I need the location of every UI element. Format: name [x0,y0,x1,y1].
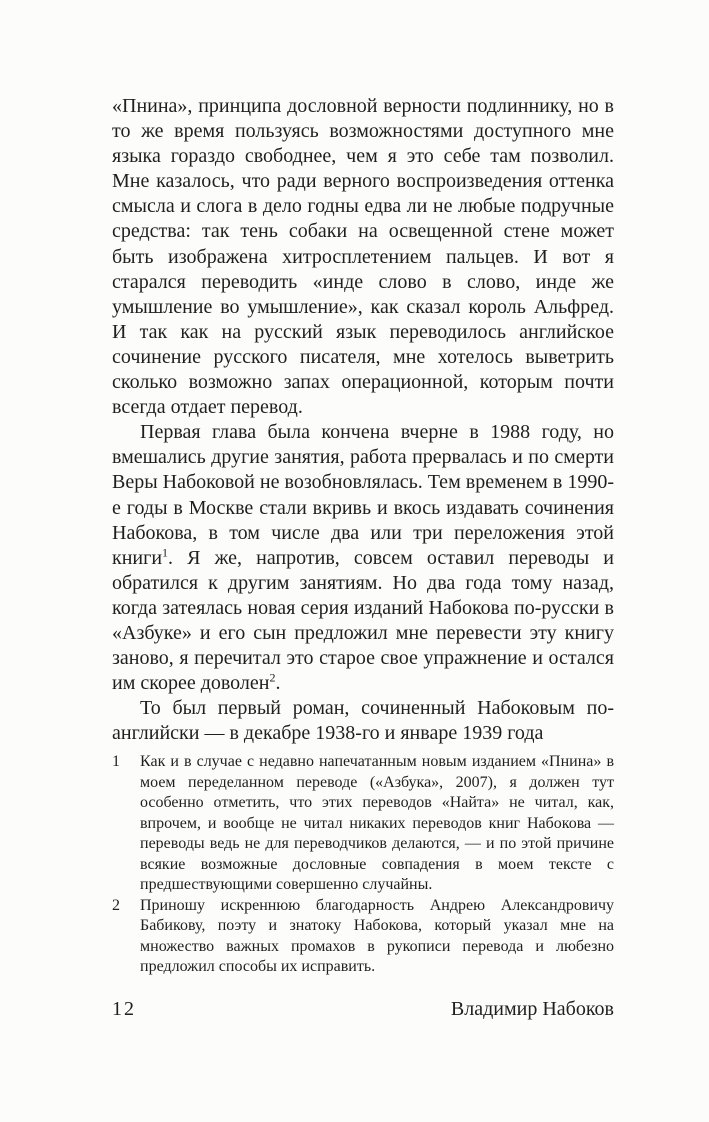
footnote-ref-2: 2 [269,670,276,685]
paragraph-2-part-c: . [275,672,281,695]
footnote-text: Приношу искреннюю благодарность Андрею Александровичу Бабикову, поэту и знатоку Набокова, который указал мне на множество важных промахов в рукописи перевода и любезно предложил способы их исправить. [140,896,614,975]
paragraph-1: «Пнина», принципа дословной верности подлиннику, но в то же время пользуясь возможностями доступного мне языка гораздо свободнее, чем я это себе там позволил. Мне казалось, что ради верного воспроизведения оттенка смысла и слога в дело годны едва ли не любые подручные средства: так тень собаки на освещенной стене может быть изображена хитросплетением пальцев. И вот я старался переводить «инде слово в слово, инде же умышление во умышление», как сказал король Альфред. И так как на русский язык переводилось английское сочинение русского писателя, мне хотелось выветрить сколько возможно запах операционной, которым почти всегда отдает перевод. [112,95,614,419]
footnote-ref-1: 1 [162,545,169,560]
running-footer-author: Владимир Набоков [450,998,614,1020]
footnote-number: 2 [112,896,120,914]
paragraph-2 [112,420,614,696]
page-number: 12 [112,998,136,1020]
paragraph-2-part-a: Первая глава была кончена вчерне в 1988 году, но вмешались другие занятия, работа прервалась и по смерти Веры Набоковой не возобновлялась. Тем временем в 1990-е годы в Москве стали вкривь и вкось издавать сочинения Набокова, в том числе два или три переложения этой книги [112,421,614,569]
footnote-text: Как и в случае с недавно напечатанным новым изданием «Пнина» в моем переделанном переводе («Азбука», 2007), я должен тут особенно отметить, что этих переводов «Найта» не читал, как, впрочем, и вообще не читал никаких переводов книг Набокова — переводы ведь не для переводчиков делаются, — и по этой причине всякие возможные дословные совпадения в моем тексте с предшествующими совершенно случайны. [140,753,614,893]
footnote-2 [112,896,614,978]
page-footer [112,998,614,1021]
main-text [112,94,614,746]
footnotes [112,752,614,978]
paragraph-2-part-b: . Я же, напротив, совсем оставил переводы и обратился к другим занятиям. Но два года тому назад, когда затеялась новая серия изданий Набокова по-русски в «Азбуке» и его сын предложил мне перевести эту книгу заново, я перечитал это старое свое упражнение и остался им скорее доволен [112,546,614,695]
footnote-number: 1 [112,753,120,770]
footnote-1 [112,752,614,896]
paragraph-3: То был первый роман, сочиненный Набоковым по-английски — в декабре 1938-го и январе 1939 года [112,697,614,745]
